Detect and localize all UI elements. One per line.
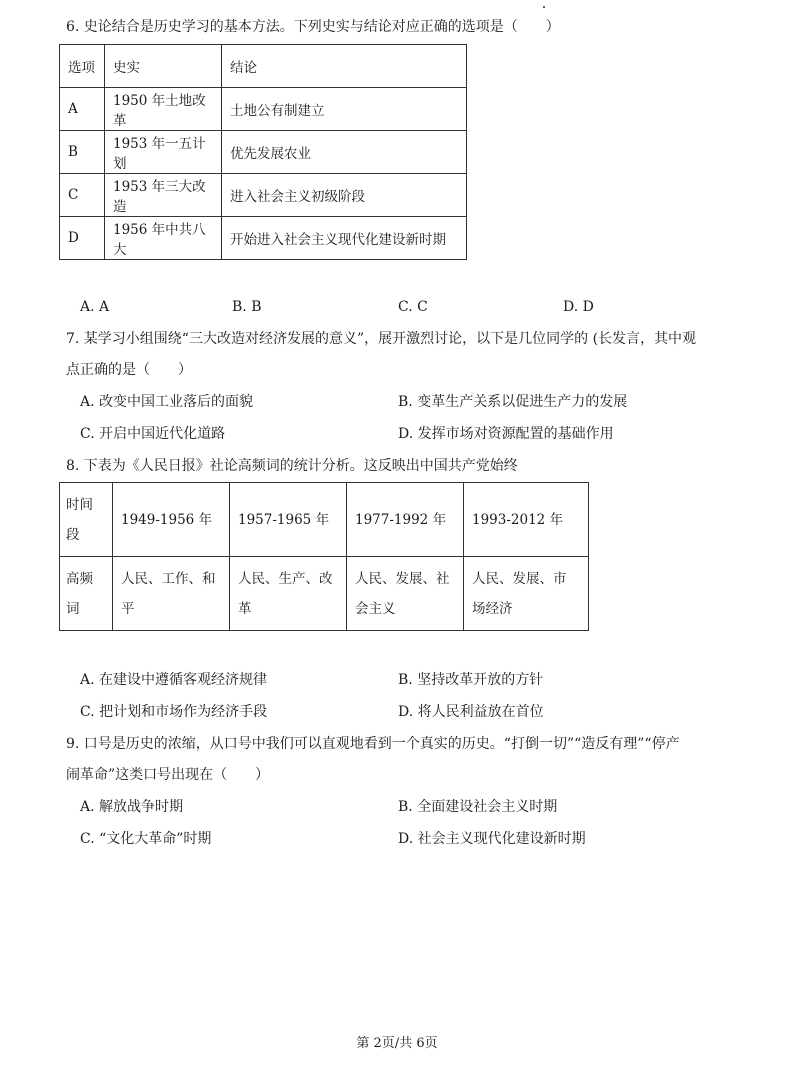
q6-stem: 6. 史论结合是历史学习的基本方法。下列史实与结论对应正确的选项是（ ） — [66, 19, 560, 35]
table-row — [60, 557, 589, 631]
table-header-cell: 史实 — [105, 45, 222, 88]
cell-line: 平 — [121, 600, 135, 617]
q6-table — [59, 44, 467, 260]
table-cell — [230, 557, 347, 631]
table-header-cell: 1977-1992 年 — [347, 483, 464, 557]
cell-line: 人民、发展、市 — [472, 570, 567, 587]
table-cell: 1953 年三大改造 — [105, 174, 222, 217]
table-cell: 1956 年中共八大 — [105, 217, 222, 260]
table-row-label-line1: 高频 — [66, 570, 93, 587]
table-cell: 1953 年一五计划 — [105, 131, 222, 174]
table-cell: D — [60, 217, 105, 260]
cell-line: 会主义 — [355, 600, 396, 617]
q8-option-b[interactable]: B. 坚持改革开放的方针 — [398, 672, 544, 688]
q7-option-c[interactable]: C. 开启中国近代化道路 — [80, 426, 226, 442]
table-row-label-line2: 词 — [66, 600, 80, 617]
q8-table — [59, 482, 589, 631]
q6-option-d[interactable]: D. D — [563, 299, 594, 315]
q9-option-b[interactable]: B. 全面建设社会主义时期 — [398, 799, 558, 815]
cell-line: 场经济 — [472, 600, 513, 617]
q9-option-d[interactable]: D. 社会主义现代化建设新时期 — [398, 831, 586, 847]
table-cell: A — [60, 88, 105, 131]
table-cell — [113, 557, 230, 631]
q7-option-d[interactable]: D. 发挥市场对资源配置的基础作用 — [398, 426, 614, 442]
cell-line: 人民、发展、社 — [355, 570, 450, 587]
q6-option-c[interactable]: C. C — [398, 299, 428, 315]
table-header-cell: 1957-1965 年 — [230, 483, 347, 557]
table-header-label-line1: 时间 — [66, 496, 93, 513]
table-cell: 优先发展农业 — [222, 131, 467, 174]
table-header-cell — [60, 483, 113, 557]
q9-option-c[interactable]: C. “文化大革命”时期 — [80, 831, 212, 847]
q7-stem-line2: 点正确的是（ ） — [66, 362, 192, 378]
scan-dot — [543, 6, 545, 8]
table-cell: B — [60, 131, 105, 174]
q6-option-a[interactable]: A. A — [80, 299, 110, 315]
q8-option-c[interactable]: C. 把计划和市场作为经济手段 — [80, 704, 268, 720]
table-cell: 进入社会主义初级阶段 — [222, 174, 467, 217]
table-header-cell: 结论 — [222, 45, 467, 88]
table-header-label-line2: 段 — [66, 526, 80, 543]
table-header-cell: 1993-2012 年 — [464, 483, 589, 557]
cell-line: 人民、工作、和 — [121, 570, 216, 587]
table-cell: 1950 年土地改革 — [105, 88, 222, 131]
table-row — [60, 483, 589, 557]
table-cell: C — [60, 174, 105, 217]
table-header-cell: 选项 — [60, 45, 105, 88]
cell-line: 革 — [238, 600, 252, 617]
table-cell: 开始进入社会主义现代化建设新时期 — [222, 217, 467, 260]
q9-stem-line1: 9. 口号是历史的浓缩，从口号中我们可以直观地看到一个真实的历史。“打倒一切”“造反有理”“停产 — [66, 736, 680, 752]
q9-stem-line2: 闹革命”这类口号出现在（ ） — [66, 767, 270, 783]
table-row — [60, 174, 467, 217]
cell-line: 人民、生产、改 — [238, 570, 333, 587]
table-cell — [60, 557, 113, 631]
table-row — [60, 131, 467, 174]
q7-option-b[interactable]: B. 变革生产关系以促进生产力的发展 — [398, 394, 628, 410]
table-row — [60, 88, 467, 131]
q7-stem-line1: 7. 某学习小组围绕“三大改造对经济发展的意义”，展开激烈讨论，以下是几位同学的 (长发言，其中观 — [66, 331, 697, 347]
table-row — [60, 45, 467, 88]
q8-stem: 8. 下表为《人民日报》社论高频词的统计分析。这反映出中国共产党始终 — [66, 458, 518, 474]
table-row — [60, 217, 467, 260]
table-cell: 土地公有制建立 — [222, 88, 467, 131]
q9-option-a[interactable]: A. 解放战争时期 — [80, 799, 184, 815]
table-cell — [464, 557, 589, 631]
table-header-cell: 1949-1956 年 — [113, 483, 230, 557]
q7-option-a[interactable]: A. 改变中国工业落后的面貌 — [80, 394, 254, 410]
q6-option-b[interactable]: B. B — [232, 299, 262, 315]
q8-option-d[interactable]: D. 将人民利益放在首位 — [398, 704, 544, 720]
q8-option-a[interactable]: A. 在建设中遵循客观经济规律 — [80, 672, 268, 688]
page-number: 第 2页/共 6页 — [356, 1036, 438, 1051]
table-cell — [347, 557, 464, 631]
